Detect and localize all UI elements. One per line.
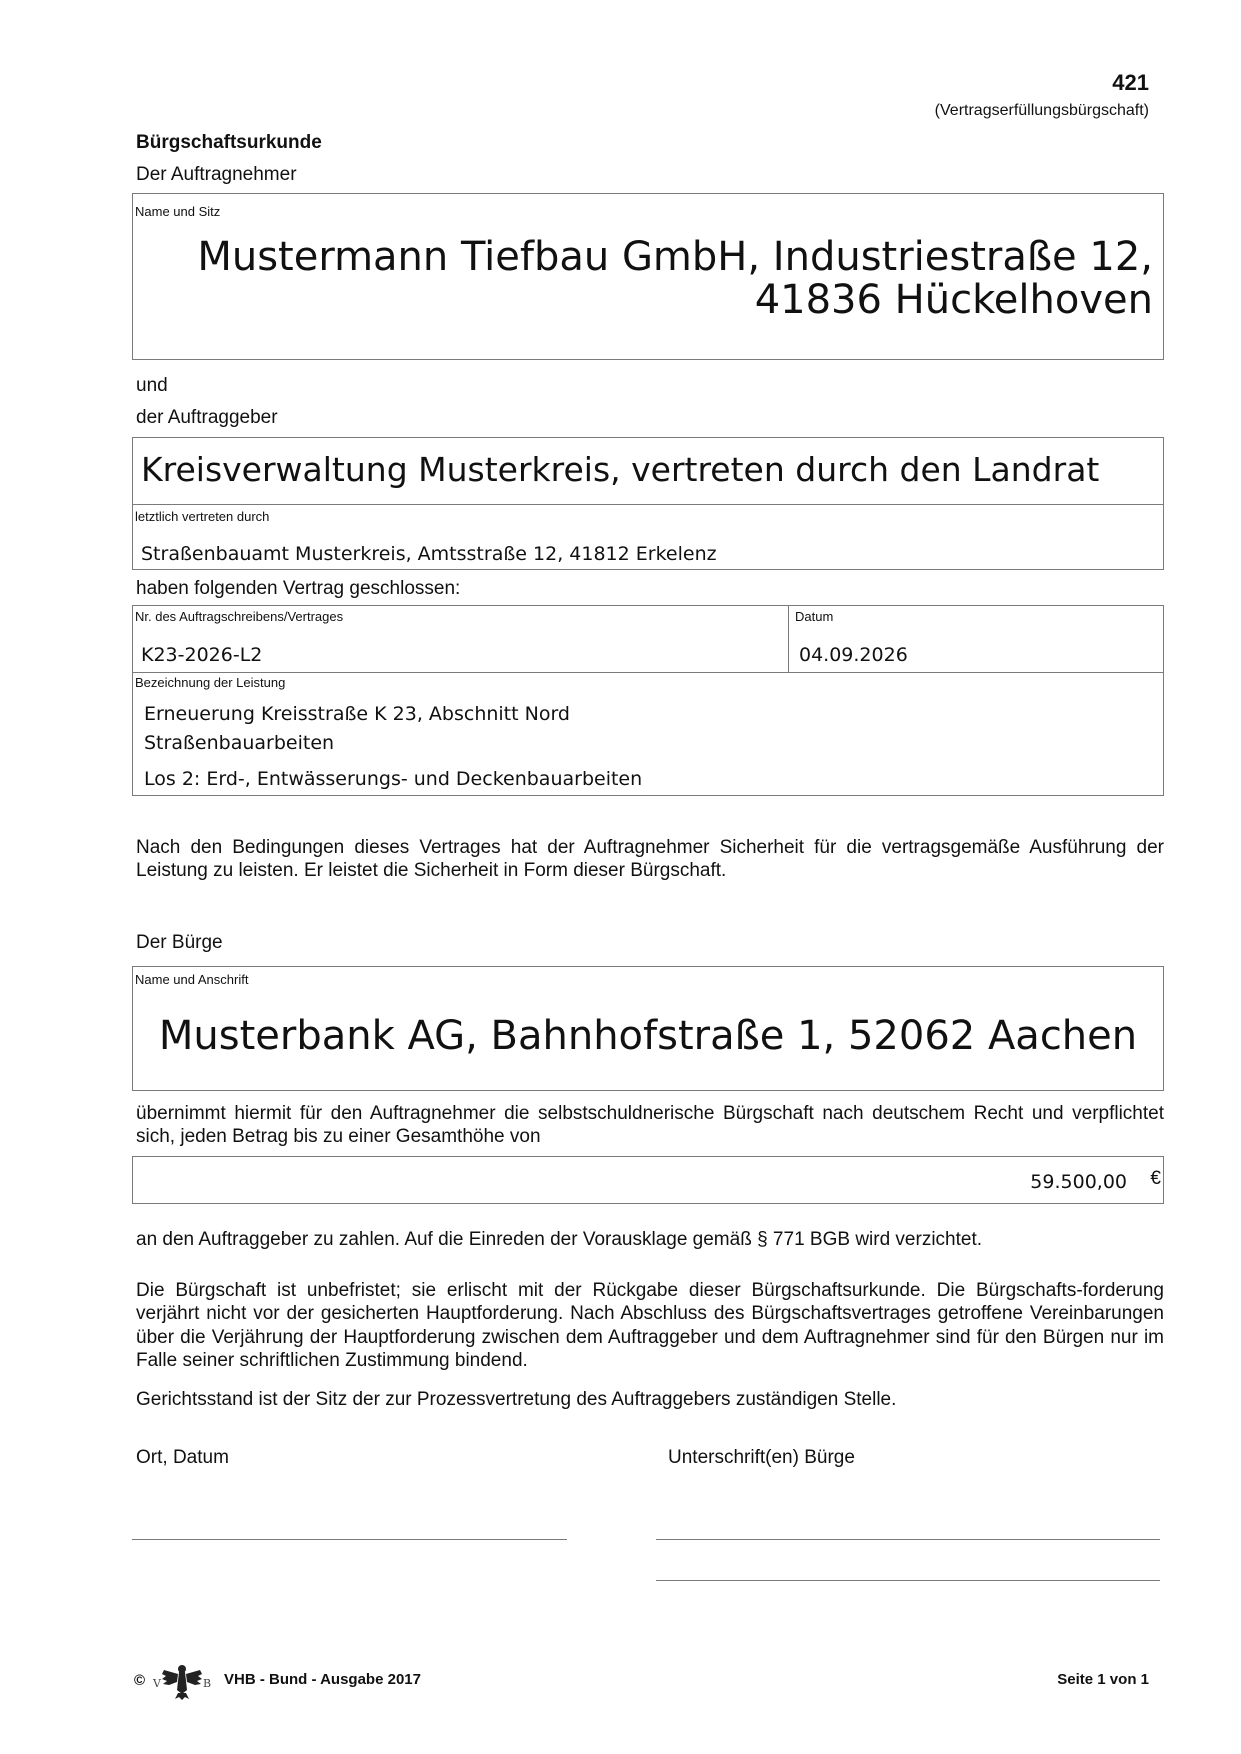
contract-date-value[interactable]: 04.09.2026 — [799, 644, 908, 666]
contractor-name-line1: Mustermann Tiefbau GmbH, Industriestraße 12, — [197, 234, 1153, 280]
contract-number-value[interactable]: K23-2026-L2 — [141, 644, 263, 666]
signature-line-1[interactable] — [656, 1539, 1160, 1540]
amount-box — [132, 1156, 1164, 1204]
client-represented-box — [132, 504, 1164, 570]
contractor-name-line2: 41836 Hückelhoven — [754, 277, 1153, 324]
obligation-text: übernimmt hiermit für den Auftragnehmer die selbstschuldnerische Bürgschaft nach deutschem Recht und verpflichtet sich, jeden Betrag bis zu einer Gesamthöhe von — [136, 1103, 1164, 1148]
client-name-field[interactable] — [132, 437, 1164, 505]
footer-edition: VHB - Bund - Ausgabe 2017 — [224, 1671, 421, 1688]
form-subtitle: (Vertragserfüllungsbürgschaft) — [934, 102, 1149, 119]
place-date-line[interactable] — [132, 1539, 567, 1540]
contractor-field-label: Name und Sitz — [135, 204, 221, 219]
signature-line-2[interactable] — [656, 1580, 1160, 1581]
represented-label: letztlich vertreten durch — [135, 509, 270, 524]
svg-text:V: V — [153, 1677, 161, 1690]
contract-box — [132, 605, 1164, 796]
signature-label: Unterschrift(en) Bürge — [668, 1447, 855, 1468]
client-intro: der Auftraggeber — [136, 407, 278, 428]
copyright-symbol: © — [134, 1672, 146, 1689]
vhb-logo — [134, 1662, 216, 1702]
contract-number-label: Nr. des Auftragschreibens/Vertrages — [135, 609, 344, 624]
conditions-text: Nach den Bedingungen dieses Vertrages hat der Auftragnehmer Sicherheit für die vertragsgemäße Ausführung der Leistung zu leisten. Er leistet die Sicherheit in Form dieser Bürgschaft. — [136, 837, 1164, 882]
amount-value[interactable]: 59.500,00 — [1030, 1171, 1127, 1193]
contractor-name-field[interactable] — [153, 236, 1153, 322]
service-label: Bezeichnung der Leistung — [135, 675, 286, 690]
contract-date-label: Datum — [795, 609, 834, 624]
service-line3: Los 2: Erd-, Entwässerungs- und Deckenbauarbeiten — [144, 767, 643, 790]
represented-value[interactable]: Straßenbauamt Musterkreis, Amtsstraße 12, 41812 Erkelenz — [141, 543, 717, 565]
service-line1: Erneuerung Kreisstraße K 23, Abschnitt Nord — [144, 703, 570, 725]
form-number: 421 — [1112, 70, 1149, 95]
service-line2: Straßenbauarbeiten — [144, 732, 335, 755]
term-text: Die Bürgschaft ist unbefristet; sie erlischt mit der Rückgabe dieser Bürgschaftsurkunde. Die Bürgschafts-forderung verjährt nicht vor der gesicherten Hauptforderung. Nach Abschluss des Bürgschaftsvertrages getroffene Vereinbarungen über die Verjährung der Hauptforderung zwischen dem Auftraggeber und dem Auftragnehmer sind für den Bürgen nur im Falle seiner schriftlichen Zustimmung bindend. — [136, 1280, 1164, 1372]
footer-page: Seite 1 von 1 — [1057, 1671, 1149, 1688]
contractor-box — [132, 193, 1164, 360]
contract-divider-vertical — [788, 606, 789, 672]
place-date-label: Ort, Datum — [136, 1447, 229, 1468]
payment-text: an den Auftraggeber zu zahlen. Auf die Einreden der Vorausklage gemäß § 771 BGB wird verzichtet. — [136, 1229, 983, 1250]
contract-intro: haben folgenden Vertrag geschlossen: — [136, 578, 461, 599]
guarantor-intro: Der Bürge — [136, 932, 223, 953]
guarantor-box — [132, 966, 1164, 1091]
client-name: Kreisverwaltung Musterkreis, vertreten durch den Landrat — [141, 450, 1100, 489]
guarantor-name[interactable]: Musterbank AG, Bahnhofstraße 1, 52062 Aachen — [158, 1013, 1138, 1059]
contract-divider-horizontal — [133, 672, 1163, 673]
svg-text:B: B — [203, 1677, 212, 1690]
contractor-intro: Der Auftragnehmer — [136, 164, 297, 185]
service-description-field[interactable] — [144, 700, 642, 794]
currency-symbol: € — [1150, 1168, 1161, 1189]
guarantor-field-label: Name und Anschrift — [135, 972, 249, 987]
document-title: Bürgschaftsurkunde — [136, 132, 322, 153]
eagle-icon — [150, 1662, 214, 1702]
and-text: und — [136, 375, 168, 396]
jurisdiction-text: Gerichtsstand ist der Sitz der zur Prozessvertretung des Auftraggebers zuständigen Stelle. — [136, 1389, 897, 1410]
